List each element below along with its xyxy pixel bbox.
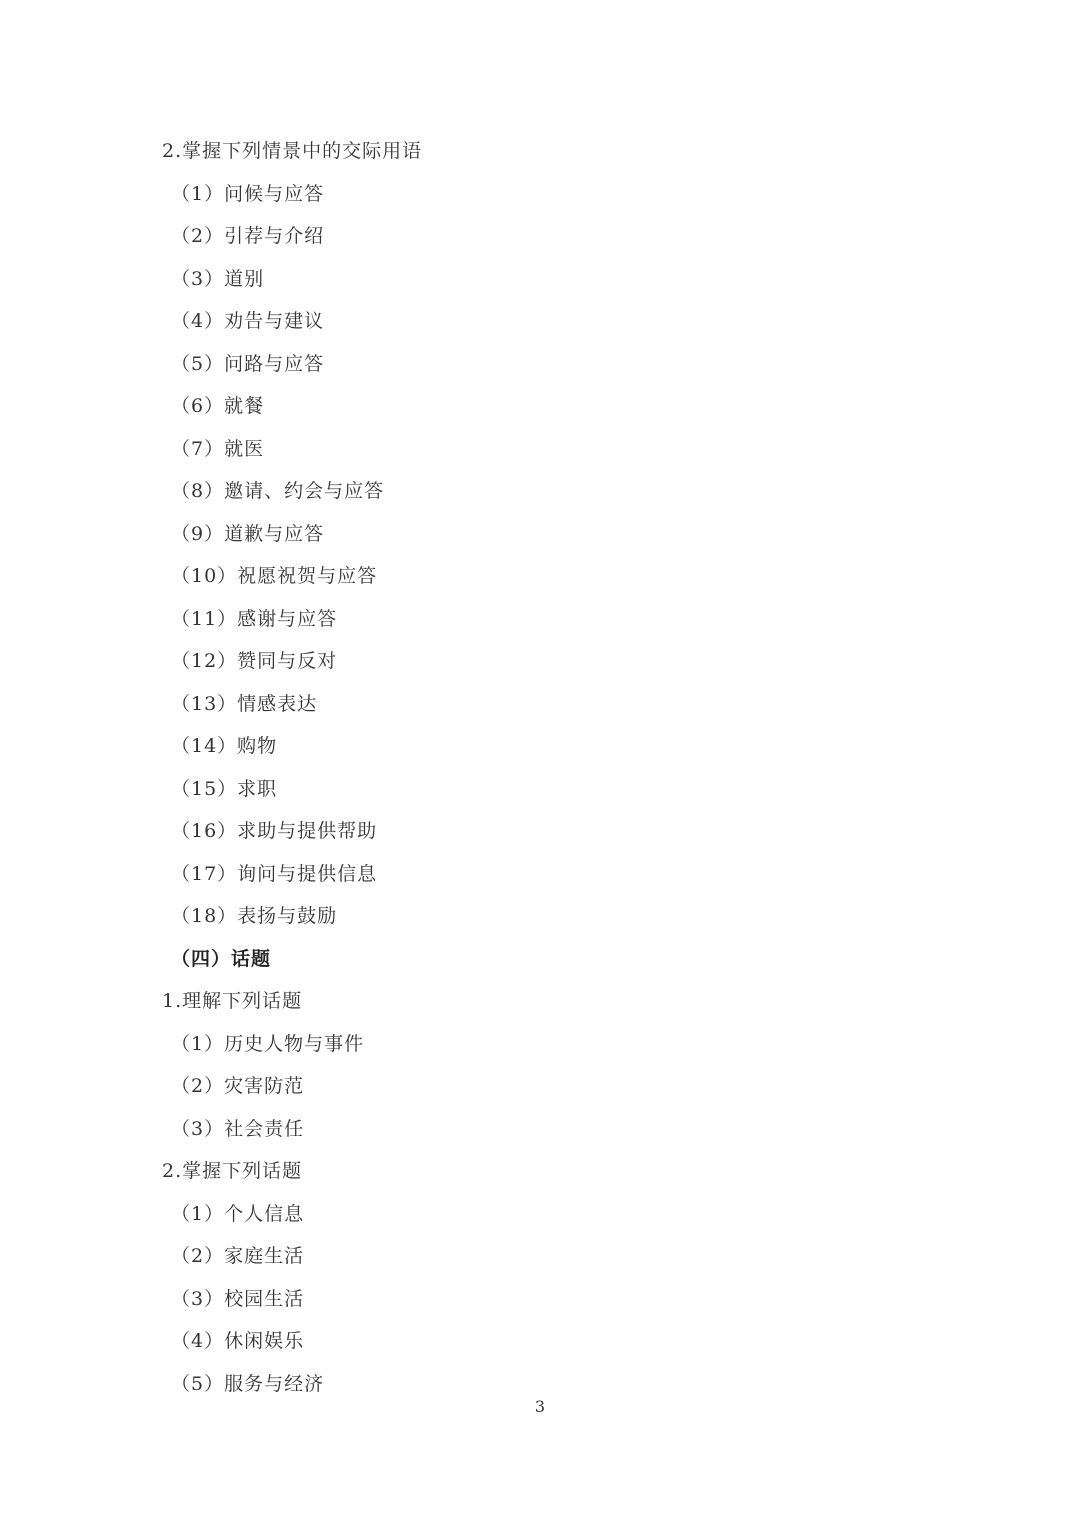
list-item: （10）祝愿祝贺与应答: [171, 565, 378, 587]
list-item: （7）就医: [171, 437, 265, 460]
page-number: 3: [534, 1397, 546, 1416]
list-item: （1）历史人物与事件: [171, 1032, 365, 1055]
list-item: （3）校园生活: [171, 1287, 305, 1310]
master-topics-list: [162, 1193, 922, 1406]
list-item: （4）劝告与建议: [171, 310, 325, 332]
list-item: （11）感谢与应答: [171, 607, 338, 630]
subsection-heading-communication: 2.掌握下列情景中的交际用语: [162, 140, 423, 162]
list-item: （2）家庭生活: [171, 1245, 305, 1267]
subsection-heading-understand-topics: 1.理解下列话题: [162, 990, 303, 1012]
list-item: （3）社会责任: [171, 1117, 305, 1140]
communication-list: [162, 173, 922, 938]
list-item: （1）个人信息: [171, 1202, 305, 1225]
section-heading-topics: （四）话题: [171, 947, 272, 970]
list-item: （5）问路与应答: [171, 352, 325, 375]
list-item: （9）道歉与应答: [171, 522, 325, 545]
list-item: （8）邀请、约会与应答: [171, 480, 385, 502]
list-item: （14）购物: [171, 735, 278, 757]
list-item: （13）情感表达: [171, 692, 318, 715]
list-item: （5）服务与经济: [171, 1372, 325, 1395]
list-item: （3）道别: [171, 267, 265, 290]
subsection-heading-master-topics: 2.掌握下列话题: [162, 1160, 303, 1182]
list-item: （15）求职: [171, 777, 278, 800]
list-item: （18）表扬与鼓励: [171, 905, 338, 927]
list-item: （12）赞同与反对: [171, 650, 338, 672]
list-item: （2）引荐与介绍: [171, 225, 325, 247]
list-item: （2）灾害防范: [171, 1075, 305, 1097]
page-content: [162, 130, 922, 1405]
list-item: （6）就餐: [171, 395, 265, 417]
list-item: （16）求助与提供帮助: [171, 820, 378, 842]
list-item: （1）问候与应答: [171, 182, 325, 205]
list-item: （4）休闲娱乐: [171, 1330, 305, 1352]
list-item: （17）询问与提供信息: [171, 862, 378, 885]
understand-topics-list: [162, 1023, 922, 1151]
